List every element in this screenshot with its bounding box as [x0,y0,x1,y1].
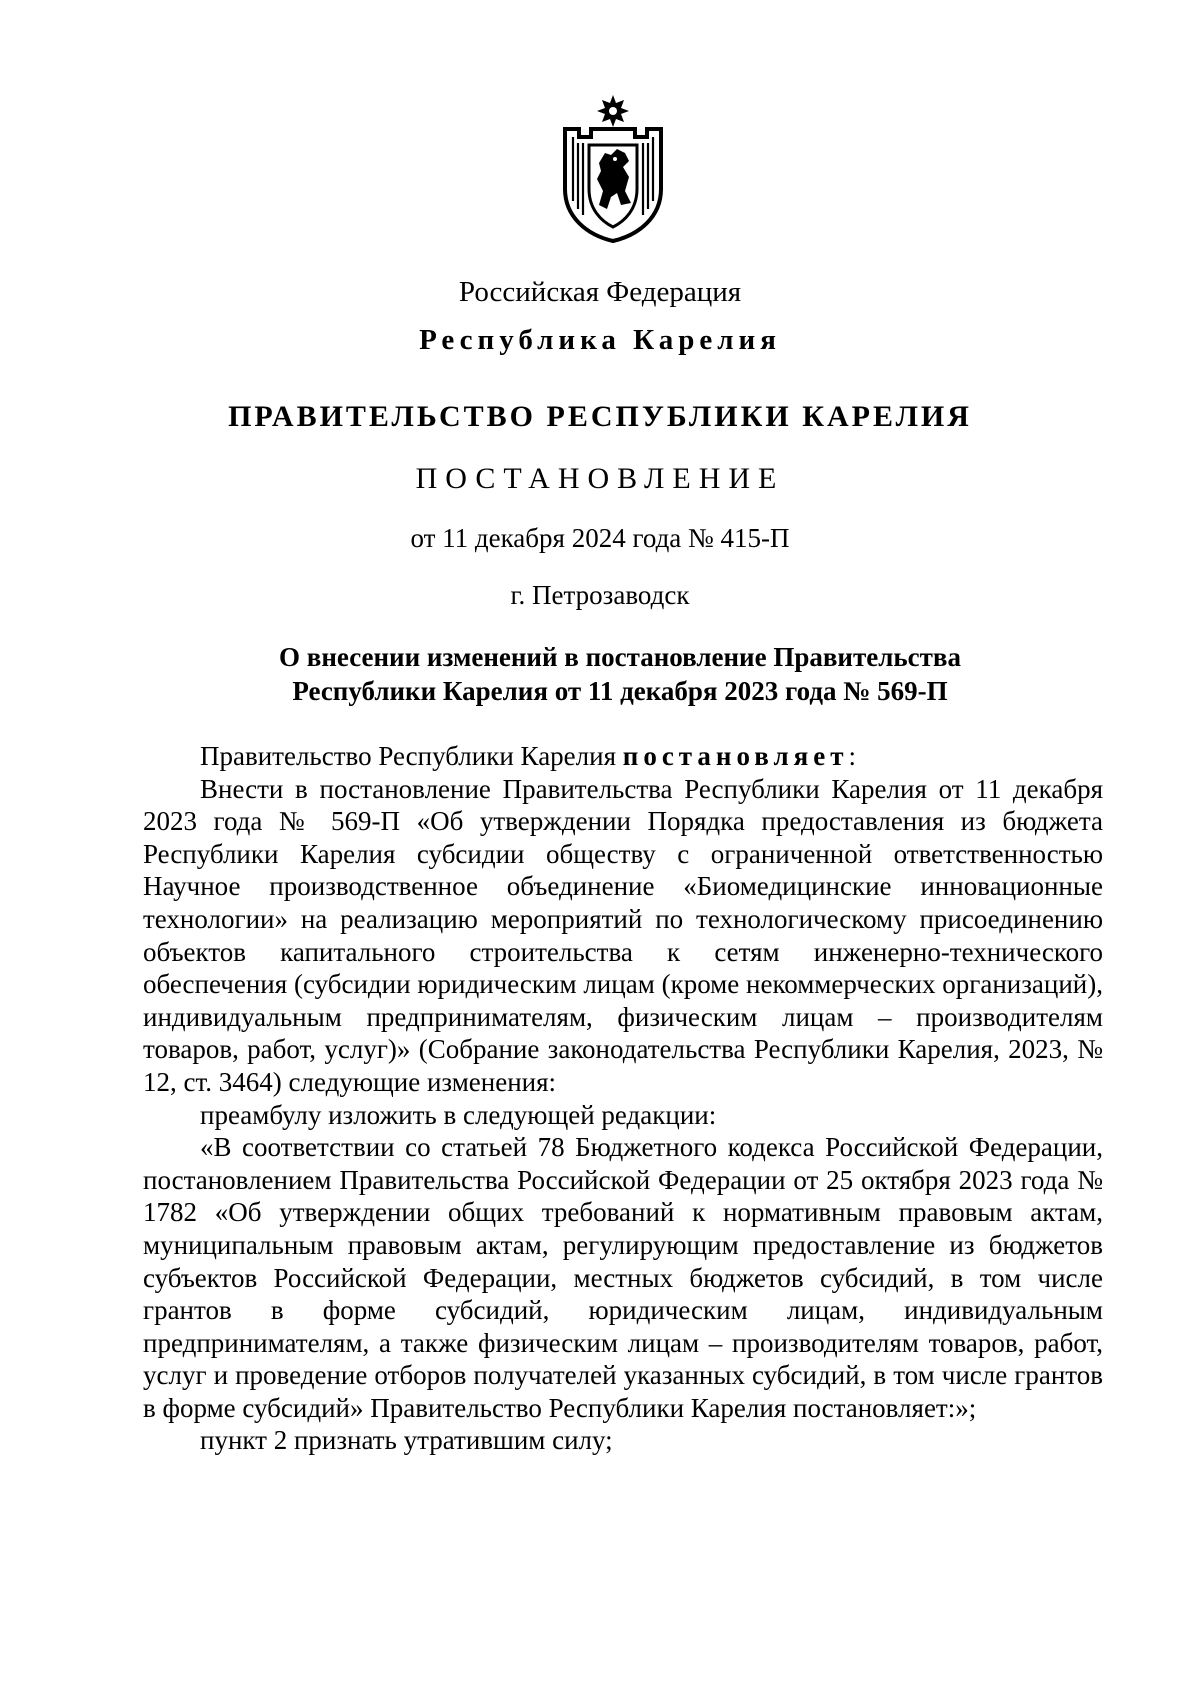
document-city: г. Петрозаводск [510,580,690,610]
document-body [143,740,1103,1457]
document-title-line-2: Республики Карелия от 11 декабря 2023 года № 569-П [292,676,948,706]
intro-suffix: : [848,741,857,771]
body-paragraph-1: Внести в постановление Правительства Республики Карелия от 11 декабря 2023 года № 569-П «Об утверждении Порядка предоставления из бюджета Республики Карелия субсидии обществу с ограниченной ответственностью Научное производственное объединение «Биомедицинские инновационные технологии» на реализацию мероприятий по технологическому присоединению объектов капитального строительства к сетям инженерно-технического обеспечения (субсидии юридическим лицам (кроме некоммерческих организаций), индивидуальным предпринимателям, физическим лицам – производителям товаров, работ, услуг)» (Собрание законодательства Республики Карелия, 2023, № 12, ст. 3464) следующие изменения: [143,773,1103,1097]
body-paragraph-4: пункт 2 признать утратившим силу; [200,1425,613,1456]
document-title-line-1: О внесении изменений в постановление Правительства [279,642,961,672]
country-name: Российская Федерация [458,276,742,308]
body-paragraph-3: «В соответствии со статьей 78 Бюджетного кодекса Российской Федерации, постановлением Правительства Российской Федерации от 25 октября 2023 года № 1782 «Об утверждении общих требований к нормативным правовым актам, муниципальным правовым актам, регулирующим предоставление из бюджетов субъектов Российской Федерации, местных бюджетов субсидий, в том числе грантов в форме субсидий, юридическим лицам, индивидуальным предпринимателям, а также физическим лицам – производителям товаров, работ, услуг и проведение отборов получателей указанных субсидий, в том числе грантов в форме субсидий» Правительство Республики Карелия постановляет:»; [143,1132,1103,1423]
intro-prefix: Правительство Республики Карелия [200,741,617,771]
intro-verb: постановляет [622,741,849,771]
body-paragraph-2: преамбулу изложить в следующей редакции: [200,1099,717,1130]
karelia-coat-of-arms-icon [559,93,667,243]
government-name: ПРАВИТЕЛЬСТВО РЕСПУБЛИКИ КАРЕЛИЯ [228,400,972,433]
republic-name: Республика Карелия [419,324,781,356]
intro-paragraph [143,740,1103,773]
document-title [200,640,1040,708]
document-type: ПОСТАНОВЛЕНИЕ [415,462,785,495]
document-date-number: от 11 декабря 2024 года № 415-П [410,523,790,553]
